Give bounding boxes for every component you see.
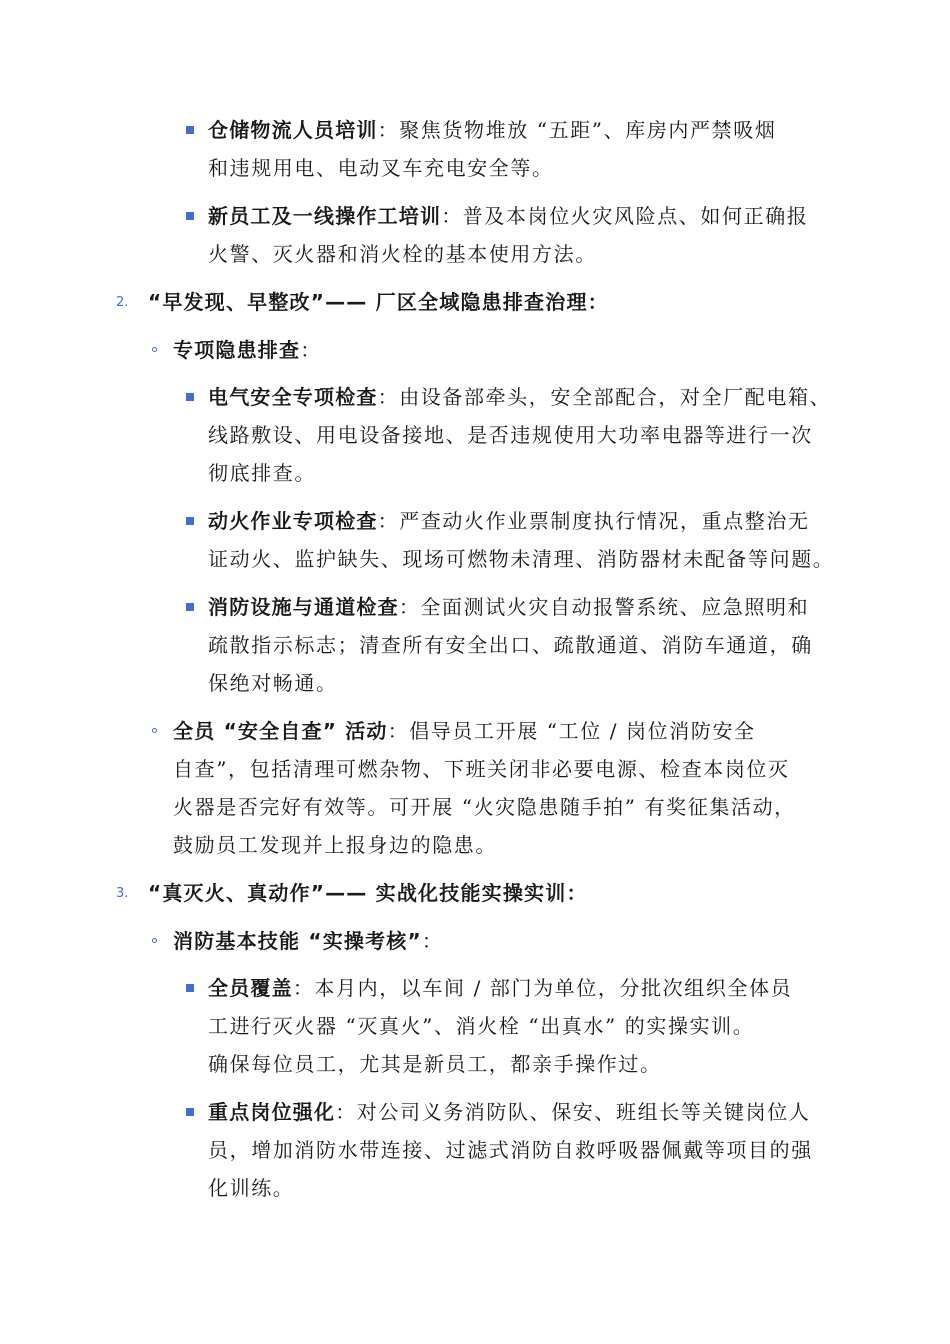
item-text: ：本月内，以车间 / 部门为单位，分批次组织全体员 [292,976,793,1000]
item-text: ：严查动火作业票制度执行情况，重点整治无 [377,509,810,533]
item-text: ：普及本岗位火灾风险点、如何正确报 [441,204,809,228]
square-bullet-icon [186,126,194,134]
square-bullet-icon [186,393,194,401]
square-bullet-icon [186,1108,194,1116]
item-heading: 新员工及一线操作工培训 [208,204,442,228]
item-heading: 全员 “安全自查” 活动 [173,719,388,743]
item-text: ：聚焦货物堆放 “五距”、库房内严禁吸烟 [377,118,777,142]
item-heading: 全员覆盖 [208,976,293,1000]
document-page: 仓储物流人员培训：聚焦货物堆放 “五距”、库房内严禁吸烟 和违规用电、电动叉车充电安全等。 新员工及一线操作工培训：普及本岗位火灾风险点、如何正确报 火警、灭火器和消火栓的基本使用方法。 2. “早发现、早整改”—— 厂区全域隐患排查治理： 专项隐患排查： 电气安全专项检查：由设备部牵头，安全部配合，对全厂配电箱、 线路敷设、用电设备接地、是否违规使用大功率电器等进行一次 彻底排查。 动火作业专项检查：严查动火作业票制度执行情况，重点整治无 证动火、监护缺失、现场可燃物未清理、消防器材未配备等问题。 消防设施与通道检查：全面测试火灾自动报警系统、应急照明和 疏散指示标志；清查所有安全出口、疏散通道、消防车通道，确 保绝对畅通。 全员 “安全自查” 活动：倡导员工开展 “工位 / 岗位消防安全 自查”，包括清理可燃杂物、下班关闭非必要电源、检查本岗位灭 火器是否完好有效等。可开展 “火灾隐患随手拍” 有奖征集活动， 鼓励员工发现并上报身边的隐患。 3. “真灭火、真动作”—— 实战化技能实操实训： 消防基本技能 “实操考核”： 全员覆盖：本月内，以车间 / 部门为单位，分批次组织全体员 工进行灭火器 “灭真火”、消火栓 “出真水” 的实操实训。 确保每位员工，尤其是新员工，都亲手操作过。 重点岗位强化：对公司义务消防队、保安、班组长等关键岗位人 员，增加消防水带连接、过滤式消防自救呼吸器佩戴等项目的强 化训练。 [116,118,835,1200]
circle-bullet-icon [152,728,157,733]
item-heading: 消防基本技能 “实操考核” [173,929,422,953]
square-bullet-icon [186,212,194,220]
square-bullet-icon [186,517,194,525]
circle-bullet-icon [152,347,157,352]
item-text: ：倡导员工开展 “工位 / 岗位消防安全 [387,719,756,743]
list-number: 3. [116,886,129,901]
item-heading: 仓储物流人员培训 [208,118,378,142]
square-bullet-icon [186,984,194,992]
item-heading: 动火作业专项检查 [208,509,378,533]
circle-bullet-icon [152,938,157,943]
item-heading: 电气安全专项检查 [208,385,378,409]
item-text: ：由设备部牵头，安全部配合，对全厂配电箱、 [377,385,832,409]
section-title: “早发现、早整改”—— 厂区全域隐患排查治理： [148,290,609,314]
list-number: 2. [116,295,129,310]
item-text: ： [300,338,322,362]
item-heading: 专项隐患排查 [173,338,301,362]
item-text: ： [421,929,444,953]
item-heading: 消防设施与通道检查 [208,595,399,619]
item-text: ：对公司义务消防队、保安、班组长等关键岗位人 [335,1100,811,1124]
item-heading: 重点岗位强化 [208,1100,336,1124]
section-title: “真灭火、真动作”—— 实战化技能实操实训： [148,881,588,905]
item-text: ：全面测试火灾自动报警系统、应急照明和 [398,595,810,619]
square-bullet-icon [186,603,194,611]
